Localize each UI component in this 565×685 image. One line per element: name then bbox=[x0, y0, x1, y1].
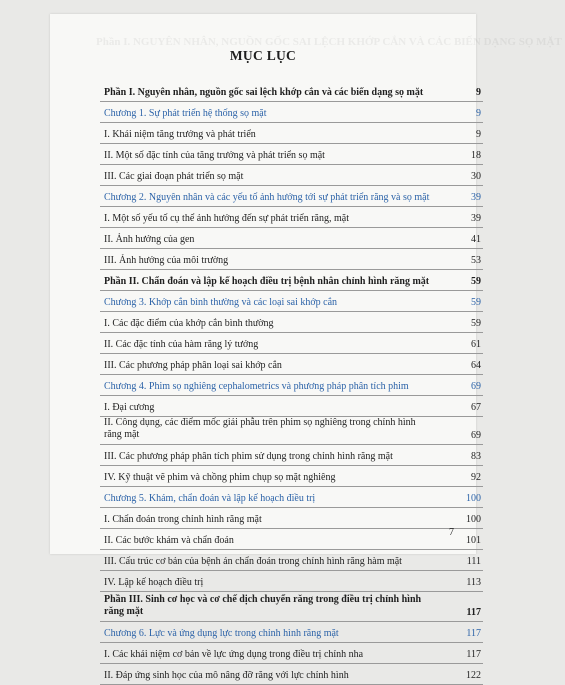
toc-entry-label: II. Ảnh hưởng của gen bbox=[104, 234, 195, 245]
toc-entry-label: Chương 3. Khớp cắn bình thường và các loại sai khớp cắn bbox=[104, 297, 338, 308]
toc-entry-page: 9 bbox=[476, 129, 481, 140]
toc-entry-page: 113 bbox=[466, 577, 481, 588]
toc-entry-label: II. Công dụng, các điểm mốc giải phẫu trên phim sọ nghiêng trong chỉnh hình răng mặt bbox=[104, 417, 416, 440]
toc-entry-page: 122 bbox=[466, 670, 481, 681]
toc-entry-item bbox=[100, 571, 483, 592]
toc-entry-label: I. Các đặc điểm của khớp cắn bình thường bbox=[104, 318, 274, 329]
toc-entry-page: 61 bbox=[471, 339, 481, 350]
toc-entry-item bbox=[100, 445, 483, 466]
toc-entry-label: III. Các giai đoạn phát triển sọ mặt bbox=[104, 171, 244, 182]
toc-entry-item bbox=[100, 249, 483, 270]
toc-entry-item bbox=[100, 664, 483, 685]
toc-entry-page: 39 bbox=[471, 213, 481, 224]
toc-entry-page: 64 bbox=[471, 360, 481, 371]
toc-entry-label: Chương 6. Lực và ứng dụng lực trong chỉnh hình răng mặt bbox=[104, 628, 339, 639]
toc-entry-label: I. Khái niệm tăng trưởng và phát triển bbox=[104, 129, 256, 140]
toc-entry-page: 53 bbox=[471, 255, 481, 266]
toc-entry-page: 59 bbox=[471, 276, 481, 287]
toc-entry-page: 100 bbox=[466, 493, 481, 504]
table-of-contents bbox=[100, 81, 483, 685]
toc-entry-page: 9 bbox=[476, 87, 481, 98]
toc-entry-label: III. Các phương pháp phân loại sai khớp cắn bbox=[104, 360, 282, 371]
toc-entry-label: Chương 2. Nguyên nhân và các yếu tố ảnh hưởng tới sự phát triển răng và sọ mặt bbox=[104, 192, 430, 203]
toc-entry-part bbox=[100, 270, 483, 291]
toc-entry-page: 18 bbox=[471, 150, 481, 161]
toc-entry-chapter bbox=[100, 487, 483, 508]
toc-entry-label: IV. Kỹ thuật vẽ phim và chồng phim chụp sọ mặt nghiêng bbox=[104, 472, 336, 483]
toc-entry-page: 41 bbox=[471, 234, 481, 245]
toc-entry-label: I. Chẩn đoán trong chỉnh hình răng mặt bbox=[104, 514, 262, 525]
toc-entry-item bbox=[100, 333, 483, 354]
toc-entry-chapter bbox=[100, 291, 483, 312]
toc-entry-item bbox=[100, 550, 483, 571]
toc-entry-label: Chương 5. Khám, chẩn đoán và lập kế hoạch điều trị bbox=[104, 493, 316, 504]
toc-entry-item bbox=[100, 354, 483, 375]
toc-entry-label: Phần III. Sinh cơ học và cơ chế dịch chuyển răng trong điều trị chỉnh hình răng mặt bbox=[104, 594, 422, 617]
toc-entry-page: 101 bbox=[466, 535, 481, 546]
toc-entry-label: Chương 4. Phim sọ nghiêng cephalometrics và phương pháp phân tích phim bbox=[104, 381, 409, 392]
toc-entry-label: III. Cấu trúc cơ bản của bệnh án chẩn đoán trong chỉnh hình răng hàm mặt bbox=[104, 556, 402, 567]
toc-entry-chapter bbox=[100, 622, 483, 643]
toc-entry-page: 30 bbox=[471, 171, 481, 182]
toc-entry-page: 92 bbox=[471, 472, 481, 483]
toc-entry-label: IV. Lập kế hoạch điều trị bbox=[104, 577, 204, 588]
toc-entry-page: 117 bbox=[466, 607, 481, 618]
page-number: 7 bbox=[449, 527, 454, 538]
toc-entry-label: Phần I. Nguyên nhân, nguồn gốc sai lệch khớp cắn và các biến dạng sọ mặt bbox=[104, 87, 424, 98]
toc-entry-page: 111 bbox=[466, 556, 481, 567]
toc-entry-page: 67 bbox=[471, 402, 481, 413]
toc-entry-label: Phần II. Chẩn đoán và lập kế hoạch điều trị bệnh nhân chỉnh hình răng mặt bbox=[104, 276, 430, 287]
toc-entry-page: 39 bbox=[471, 192, 481, 203]
show-through-text: Phần I. NGUYÊN NHÂN, NGUỒN GỐC SAI LỆCH KHỚP CẮN VÀ CÁC BIẾN DẠNG SỌ MẶT bbox=[96, 36, 562, 48]
toc-entry-item bbox=[100, 529, 483, 550]
toc-entry-item bbox=[100, 312, 483, 333]
toc-entry-item bbox=[100, 643, 483, 664]
toc-entry-label: I. Đại cương bbox=[104, 402, 155, 413]
toc-entry-part bbox=[100, 592, 483, 622]
toc-entry-label: I. Các khái niệm cơ bản về lực ứng dụng trong điều trị chỉnh nha bbox=[104, 649, 364, 660]
toc-entry-page: 83 bbox=[471, 451, 481, 462]
book-page bbox=[50, 14, 562, 681]
toc-entry-page: 100 bbox=[466, 514, 481, 525]
toc-entry-label: Chương 1. Sự phát triển hệ thống sọ mặt bbox=[104, 108, 267, 119]
toc-entry-item bbox=[100, 228, 483, 249]
toc-entry-label: III. Ảnh hưởng của môi trường bbox=[104, 255, 229, 266]
toc-entry-item bbox=[100, 144, 483, 165]
toc-entry-page: 117 bbox=[466, 649, 481, 660]
toc-entry-item bbox=[100, 207, 483, 228]
toc-entry-chapter bbox=[100, 375, 483, 396]
toc-entry-page: 117 bbox=[466, 628, 481, 639]
toc-entry-item bbox=[100, 123, 483, 144]
toc-entry-item bbox=[100, 508, 483, 529]
toc-entry-page: 9 bbox=[476, 108, 481, 119]
toc-entry-item bbox=[100, 417, 483, 445]
toc-entry-page: 59 bbox=[471, 297, 481, 308]
page-title: MỤC LỤC bbox=[229, 48, 297, 63]
toc-entry-label: II. Các đặc tính của hàm răng lý tưởng bbox=[104, 339, 259, 350]
toc-entry-page: 69 bbox=[471, 381, 481, 392]
toc-entry-label: II. Đáp ứng sinh học của mô nâng đỡ răng với lực chỉnh hình bbox=[104, 670, 349, 681]
toc-entry-label: II. Các bước khám và chẩn đoán bbox=[104, 535, 234, 546]
toc-entry-page: 69 bbox=[471, 430, 481, 441]
toc-entry-label: III. Các phương pháp phân tích phim sử dụng trong chỉnh hình răng mặt bbox=[104, 451, 393, 462]
toc-entry-part bbox=[100, 81, 483, 102]
toc-entry-label: I. Một số yếu tố cụ thể ảnh hưởng đến sự phát triển răng, mặt bbox=[104, 213, 349, 224]
toc-entry-chapter bbox=[100, 102, 483, 123]
toc-entry-chapter bbox=[100, 186, 483, 207]
toc-entry-page: 59 bbox=[471, 318, 481, 329]
toc-entry-label: II. Một số đặc tính của tăng trưởng và phát triển sọ mặt bbox=[104, 150, 325, 161]
toc-entry-item bbox=[100, 466, 483, 487]
toc-entry-item bbox=[100, 396, 483, 417]
toc-entry-item bbox=[100, 165, 483, 186]
